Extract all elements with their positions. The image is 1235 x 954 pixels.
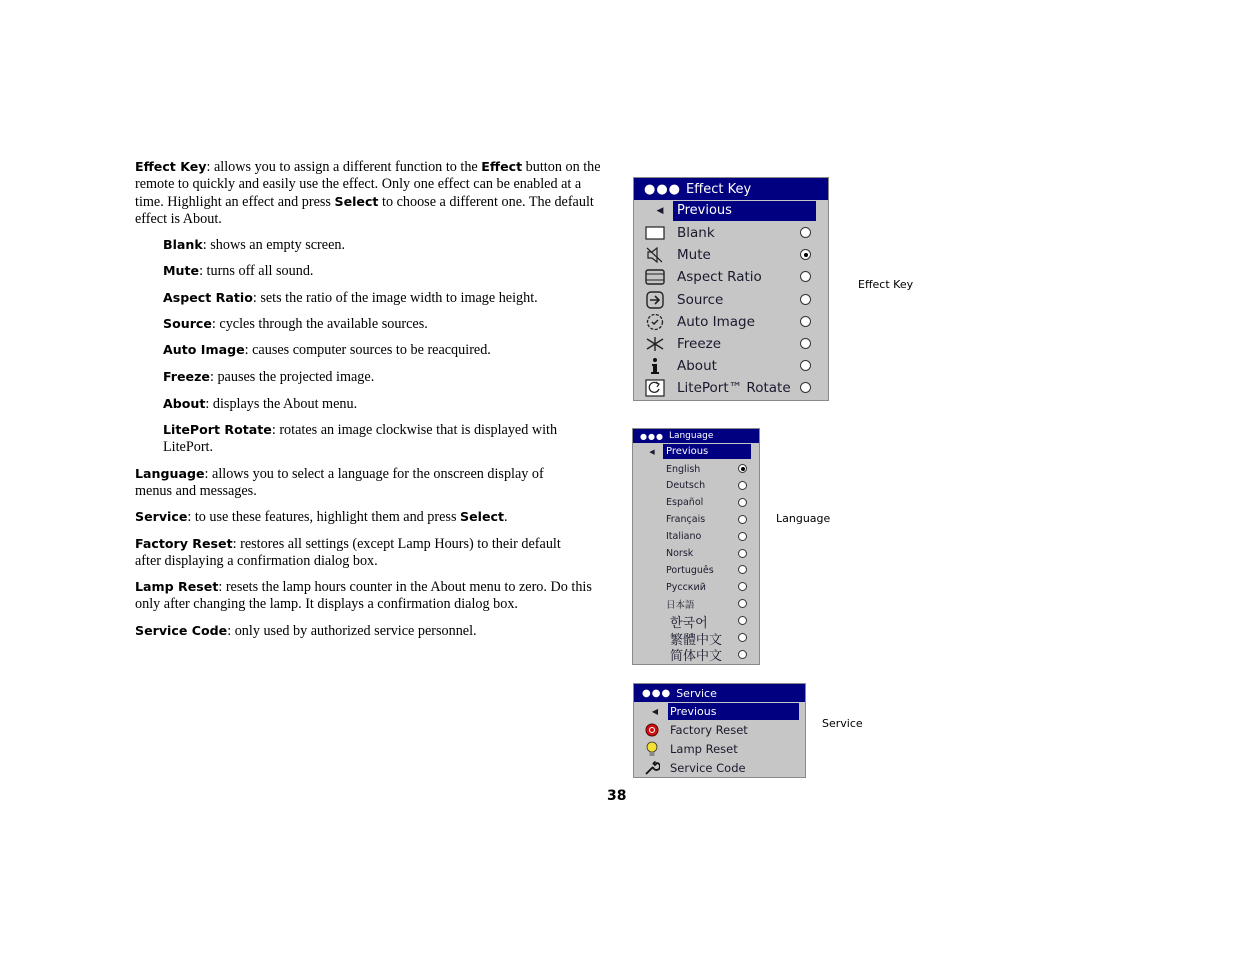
menu-title-bar (633, 429, 759, 443)
effect-key-menu (633, 177, 829, 401)
effect-item-label: Auto Image (677, 313, 755, 330)
radio-button[interactable] (738, 582, 747, 591)
menu-previous-row[interactable] (634, 703, 805, 720)
radio-button[interactable] (738, 498, 747, 507)
effect-item-label: Freeze (677, 336, 722, 352)
aspect-ratio-icon (644, 266, 666, 288)
wrench-icon (643, 759, 661, 777)
language-item[interactable] (633, 495, 759, 511)
previous-item[interactable]: Previous (668, 703, 799, 720)
menu-title: Language (668, 431, 714, 441)
language-item[interactable] (633, 461, 759, 477)
back-arrow-icon: ◀ (649, 447, 655, 456)
factory-reset-icon (643, 721, 661, 739)
radio-button[interactable] (800, 227, 811, 238)
radio-button[interactable] (738, 549, 747, 558)
effect-key-paragraph: Effect Key: allows you to assign a different function to the Effect button on the remote to quickly and easily use the effect. Only one effect can be enabled at a time. Highlight an effect and press Select to choose a different one. The default effect is About. (135, 159, 601, 227)
item-aspect-ratio: Aspect Ratio: sets the ratio of the image width to image height. (163, 290, 538, 306)
language-item-label: Norsk (666, 548, 694, 559)
language-menu (632, 428, 760, 665)
service-caption: Service (822, 717, 863, 730)
radio-button[interactable] (800, 338, 811, 349)
item-mute: Mute: turns off all sound. (163, 263, 314, 279)
radio-button[interactable] (738, 515, 747, 524)
menu-previous-row[interactable] (634, 201, 828, 221)
radio-button[interactable] (738, 481, 747, 490)
service-code-paragraph: Service Code: only used by authorized service personnel. (135, 623, 477, 639)
language-item-label: Français (666, 514, 706, 526)
effect-item-label: LitePort™ Rotate (677, 380, 791, 397)
back-arrow-icon: ◀ (651, 707, 659, 716)
language-item[interactable] (633, 630, 759, 646)
menu-title: Service (676, 686, 717, 700)
rotate-icon (644, 377, 666, 399)
effect-item[interactable] (634, 377, 828, 399)
blank-screen-icon (644, 222, 666, 244)
language-item-label: 日本語 (666, 600, 695, 612)
item-liteport-rotate: LitePort Rotate: rotates an image clockwise that is displayed with LitePort. (163, 422, 558, 455)
radio-button[interactable] (800, 271, 811, 282)
effect-item[interactable] (634, 355, 828, 377)
page-number: 38 (607, 788, 627, 804)
effect-item[interactable] (634, 311, 828, 333)
language-item[interactable] (633, 562, 759, 578)
service-item[interactable] (634, 740, 805, 758)
freeze-icon (644, 333, 666, 355)
previous-item[interactable]: Previous (663, 444, 751, 459)
item-about: About: displays the About menu. (163, 396, 358, 412)
radio-button[interactable] (800, 316, 811, 327)
language-item-label: 繁體中文 (670, 632, 723, 648)
radio-button[interactable] (738, 616, 747, 625)
effect-item[interactable] (634, 266, 828, 288)
language-item-label: Deutsch (666, 480, 706, 492)
menu-dots-icon: ●●● (640, 431, 664, 441)
radio-button[interactable] (738, 464, 747, 473)
service-item-label: Factory Reset (670, 723, 748, 737)
factory-reset-paragraph: Factory Reset: restores all settings (except Lamp Hours) to their default after displaying a confirmation dialog box. (135, 536, 561, 569)
service-paragraph: Service: to use these features, highlight them and press Select. (135, 509, 508, 525)
radio-button[interactable] (800, 382, 811, 393)
radio-button[interactable] (738, 532, 747, 541)
service-menu (633, 683, 806, 778)
menu-title-bar (634, 178, 828, 200)
effect-item-label: Source (677, 291, 724, 308)
language-item-label: Русский (666, 581, 706, 593)
radio-button[interactable] (738, 565, 747, 574)
radio-button[interactable] (800, 294, 811, 305)
radio-button[interactable] (738, 599, 747, 608)
effect-key-caption: Effect Key (858, 278, 914, 291)
radio-button[interactable] (800, 249, 811, 260)
auto-image-icon (644, 311, 666, 333)
language-item[interactable] (633, 529, 759, 545)
effect-item[interactable] (634, 333, 828, 355)
effect-item-label: Blank (677, 225, 715, 241)
service-item-label: Lamp Reset (670, 742, 738, 756)
effect-item[interactable] (634, 244, 828, 266)
previous-item[interactable]: Previous (673, 201, 816, 221)
language-item-label: 简体中文 (670, 649, 723, 665)
menu-title: Effect Key (686, 181, 752, 197)
effect-item-label: Mute (677, 247, 711, 264)
mute-icon (644, 244, 666, 266)
effect-item[interactable] (634, 222, 828, 244)
language-item-label: Italiano (666, 531, 702, 543)
service-item-label: Service Code (670, 761, 746, 775)
language-item[interactable] (633, 596, 759, 612)
language-item[interactable] (633, 613, 759, 629)
lamp-icon (643, 740, 661, 758)
back-arrow-icon: ◀ (656, 206, 664, 216)
source-icon (644, 289, 666, 311)
language-item[interactable] (633, 512, 759, 528)
language-item[interactable] (633, 546, 759, 562)
effect-item[interactable] (634, 289, 828, 311)
item-source: Source: cycles through the available sources. (163, 316, 428, 332)
language-item[interactable] (633, 579, 759, 595)
language-item-label: 한국어 (670, 615, 708, 631)
language-item[interactable] (633, 647, 759, 663)
language-paragraph: Language: allows you to select a language for the onscreen display of menus and messages. (135, 466, 544, 499)
effect-item-label: About (677, 358, 717, 375)
item-auto-image: Auto Image: causes computer sources to be reacquired. (163, 342, 491, 358)
language-caption: Language (776, 512, 831, 525)
radio-button[interactable] (800, 360, 811, 371)
language-item[interactable] (633, 478, 759, 494)
menu-title-bar (634, 684, 805, 702)
menu-previous-row[interactable] (633, 444, 759, 459)
item-blank: Blank: shows an empty screen. (163, 237, 346, 253)
language-item-label: English (666, 463, 701, 475)
menu-dots-icon: ●●● (642, 687, 672, 699)
lamp-reset-paragraph: Lamp Reset: resets the lamp hours counter in the About menu to zero. Do this only after changing the lamp. It displays a confirmation dialog box. (135, 579, 592, 612)
service-item[interactable] (634, 721, 805, 739)
menu-dots-icon: ●●● (644, 181, 682, 197)
service-item[interactable] (634, 759, 805, 777)
radio-button[interactable] (738, 650, 747, 659)
effect-item-label: Aspect Ratio (677, 269, 762, 286)
item-freeze: Freeze: pauses the projected image. (163, 369, 375, 385)
language-item-label: Português (666, 564, 714, 576)
language-item-label: Español (666, 497, 704, 509)
info-icon (644, 355, 666, 377)
radio-button[interactable] (738, 633, 747, 642)
